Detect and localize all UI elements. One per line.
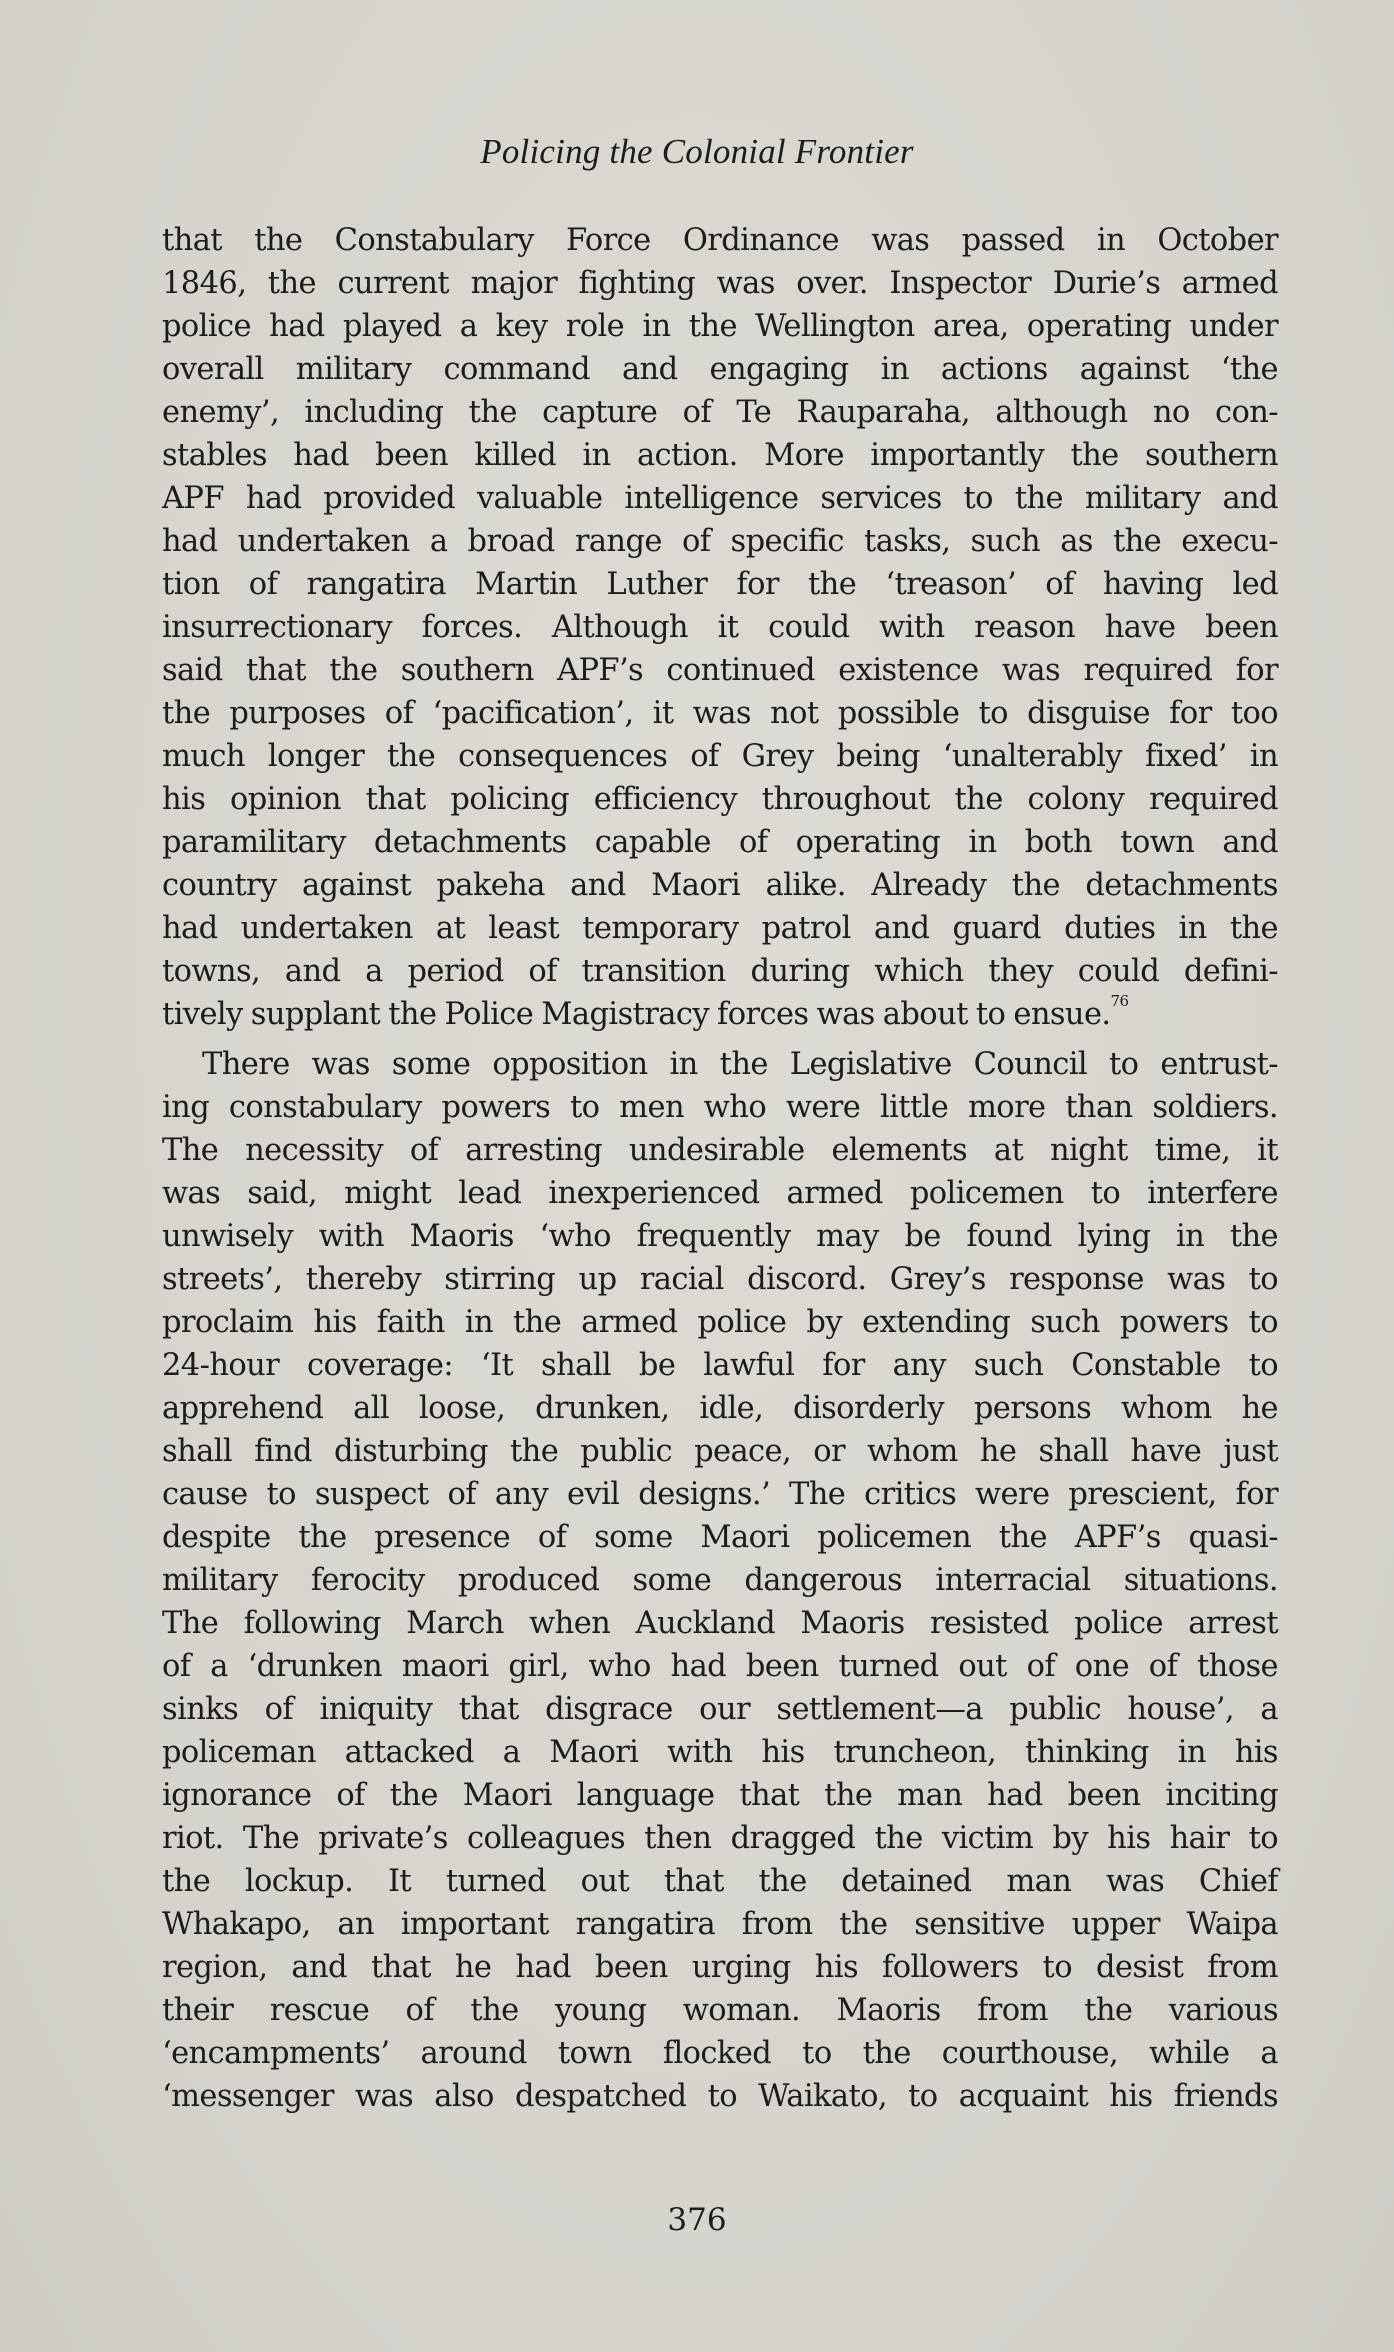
- line-text: stables had been killed in action. More importantly the southern: [162, 438, 1278, 473]
- text-line: [162, 1258, 1278, 1301]
- text-line: [162, 1645, 1278, 1688]
- line-text: towns, and a period of transition during which they could defini-: [162, 954, 1278, 989]
- text-line: [162, 1129, 1278, 1172]
- line-text: ‘messenger was also despatched to Waikato, to acquaint his friends: [162, 2079, 1278, 2114]
- text-line: [162, 2032, 1278, 2075]
- text-line: [162, 950, 1278, 993]
- text-line: [162, 649, 1278, 692]
- line-text: police had played a key role in the Wellington area, operating under: [162, 309, 1278, 344]
- line-text: policeman attacked a Maori with his truncheon, thinking in his: [162, 1735, 1278, 1770]
- line-text: insurrectionary forces. Although it could with reason have been: [162, 610, 1278, 645]
- line-text: There was some opposition in the Legislative Council to entrust-: [202, 1047, 1278, 1082]
- paragraph: [162, 1043, 1278, 2118]
- line-text: sinks of iniquity that disgrace our settlement—a public house’, a: [162, 1692, 1278, 1727]
- text-line: [162, 1215, 1278, 1258]
- line-text: ing constabulary powers to men who were little more than soldiers.: [162, 1090, 1278, 1125]
- text-line: [162, 1817, 1278, 1860]
- line-text: The following March when Auckland Maoris resisted police arrest: [162, 1606, 1278, 1641]
- text-line: [162, 907, 1278, 950]
- text-line: [162, 219, 1278, 262]
- text-line: [162, 305, 1278, 348]
- text-line: [162, 520, 1278, 563]
- text-line: [162, 1344, 1278, 1387]
- text-line: [162, 1688, 1278, 1731]
- line-text: the lockup. It turned out that the detained man was Chief: [162, 1864, 1278, 1899]
- line-text: apprehend all loose, drunken, idle, disorderly persons whom he: [162, 1391, 1278, 1426]
- text-line: [162, 1387, 1278, 1430]
- line-text: cause to suspect of any evil designs.’ The critics were prescient, for: [162, 1477, 1278, 1512]
- text-line: [162, 1731, 1278, 1774]
- line-text: Whakapo, an important rangatira from the sensitive upper Waipa: [162, 1907, 1278, 1942]
- text-line: [162, 1602, 1278, 1645]
- line-text: APF had provided valuable intelligence services to the military and: [162, 481, 1278, 516]
- paragraph: [162, 219, 1278, 1036]
- text-line: [162, 1774, 1278, 1817]
- line-text: his opinion that policing efficiency throughout the colony required: [162, 782, 1278, 817]
- line-text: despite the presence of some Maori policemen the APF’s quasi-: [162, 1520, 1278, 1555]
- line-text: their rescue of the young woman. Maoris from the various: [162, 1993, 1278, 2028]
- line-text: overall military command and engaging in actions against ‘the: [162, 352, 1278, 387]
- line-text: 24-hour coverage: ‘It shall be lawful for any such Constable to: [162, 1348, 1278, 1383]
- line-text: proclaim his faith in the armed police by extending such powers to: [162, 1305, 1278, 1340]
- line-text: much longer the consequences of Grey being ‘unalterably fixed’ in: [162, 739, 1278, 774]
- line-text: tively supplant the Police Magistracy forces was about to ensue.: [162, 997, 1111, 1032]
- line-text: riot. The private’s colleagues then dragged the victim by his hair to: [162, 1821, 1278, 1856]
- body-text: [162, 219, 1278, 2118]
- line-text: paramilitary detachments capable of operating in both town and: [162, 825, 1278, 860]
- line-text: The necessity of arresting undesirable elements at night time, it: [162, 1133, 1278, 1168]
- text-line: [162, 606, 1278, 649]
- text-line: [162, 434, 1278, 477]
- text-line: [162, 1903, 1278, 1946]
- running-header: Policing the Colonial Frontier: [480, 132, 914, 171]
- line-text: 1846, the current major fighting was over. Inspector Durie’s armed: [162, 266, 1278, 301]
- text-line: [162, 1559, 1278, 1602]
- text-line: [162, 348, 1278, 391]
- text-line: [162, 1989, 1278, 2032]
- text-line: [162, 778, 1278, 821]
- footnote-reference: 76: [1110, 992, 1129, 1010]
- text-line: [162, 1516, 1278, 1559]
- line-text: said that the southern APF’s continued existence was required for: [162, 653, 1278, 688]
- text-line: [162, 1430, 1278, 1473]
- text-line: [162, 864, 1278, 907]
- text-line: [162, 735, 1278, 778]
- line-text: military ferocity produced some dangerous interracial situations.: [162, 1563, 1278, 1598]
- line-text: ‘encampments’ around town flocked to the courthouse, while a: [162, 2036, 1278, 2071]
- line-text: the purposes of ‘pacification’, it was not possible to disguise for too: [162, 696, 1278, 731]
- line-text: that the Constabulary Force Ordinance was passed in October: [162, 223, 1278, 258]
- text-line: [162, 262, 1278, 305]
- line-text: region, and that he had been urging his followers to desist from: [162, 1950, 1278, 1985]
- line-text: streets’, thereby stirring up racial discord. Grey’s response was to: [162, 1262, 1278, 1297]
- line-text: ignorance of the Maori language that the man had been inciting: [162, 1778, 1278, 1813]
- line-text: had undertaken at least temporary patrol and guard duties in the: [162, 911, 1278, 946]
- line-text: had undertaken a broad range of specific tasks, such as the execu-: [162, 524, 1278, 559]
- line-text: was said, might lead inexperienced armed policemen to interfere: [162, 1176, 1278, 1211]
- text-line: [162, 1946, 1278, 1989]
- text-line: [162, 563, 1278, 606]
- line-text: unwisely with Maoris ‘who frequently may be found lying in the: [162, 1219, 1278, 1254]
- text-line: [162, 1301, 1278, 1344]
- text-line: [162, 1473, 1278, 1516]
- line-text: shall find disturbing the public peace, or whom he shall have just: [162, 1434, 1278, 1469]
- text-line: [162, 1043, 1278, 1086]
- line-text: country against pakeha and Maori alike. Already the detachments: [162, 868, 1278, 903]
- text-line: [162, 1860, 1278, 1903]
- text-line: [162, 993, 1278, 1036]
- text-line: [162, 477, 1278, 520]
- text-line: [162, 821, 1278, 864]
- line-text: enemy’, including the capture of Te Rauparaha, although no con-: [162, 395, 1278, 430]
- text-line: [162, 692, 1278, 735]
- text-line: [162, 1086, 1278, 1129]
- text-line: [162, 391, 1278, 434]
- text-line: [162, 1172, 1278, 1215]
- line-text: of a ‘drunken maori girl, who had been turned out of one of those: [162, 1649, 1278, 1684]
- page-number: 376: [667, 2202, 727, 2238]
- line-text: tion of rangatira Martin Luther for the ‘treason’ of having led: [162, 567, 1278, 602]
- text-line: [162, 2075, 1278, 2118]
